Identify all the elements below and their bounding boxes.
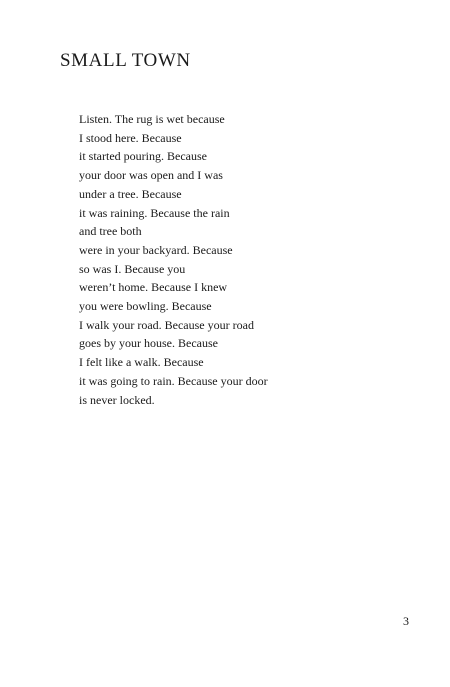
poem-line: and tree both [79,224,142,239]
poem-line: your door was open and I was [79,168,223,183]
poem-line: Listen. The rug is wet because [79,112,225,126]
poem-line: it was going to rain. Because your door [79,373,268,388]
poem-line: I walk your road. Because your road [79,317,254,332]
poem-line: under a tree. Because [79,186,182,201]
poem-line: I felt like a walk. Because [79,355,204,370]
poem-line: it started pouring. Because [79,149,207,164]
poem-line: you were bowling. Because [79,299,212,314]
poem-body [79,110,268,409]
page-number: 3 [403,614,409,628]
poem-line: so was I. Because you [79,261,186,276]
poem-line: it was raining. Because the rain [79,205,230,220]
poem-line: I stood here. Because [79,130,182,145]
poem-line: is never locked. [79,392,155,407]
poem-title: SMALL TOWN [60,50,191,71]
poem-line: were in your backyard. Because [79,242,233,257]
poem-line: goes by your house. Because [79,336,218,351]
poem-line: weren’t home. Because I knew [79,280,228,295]
